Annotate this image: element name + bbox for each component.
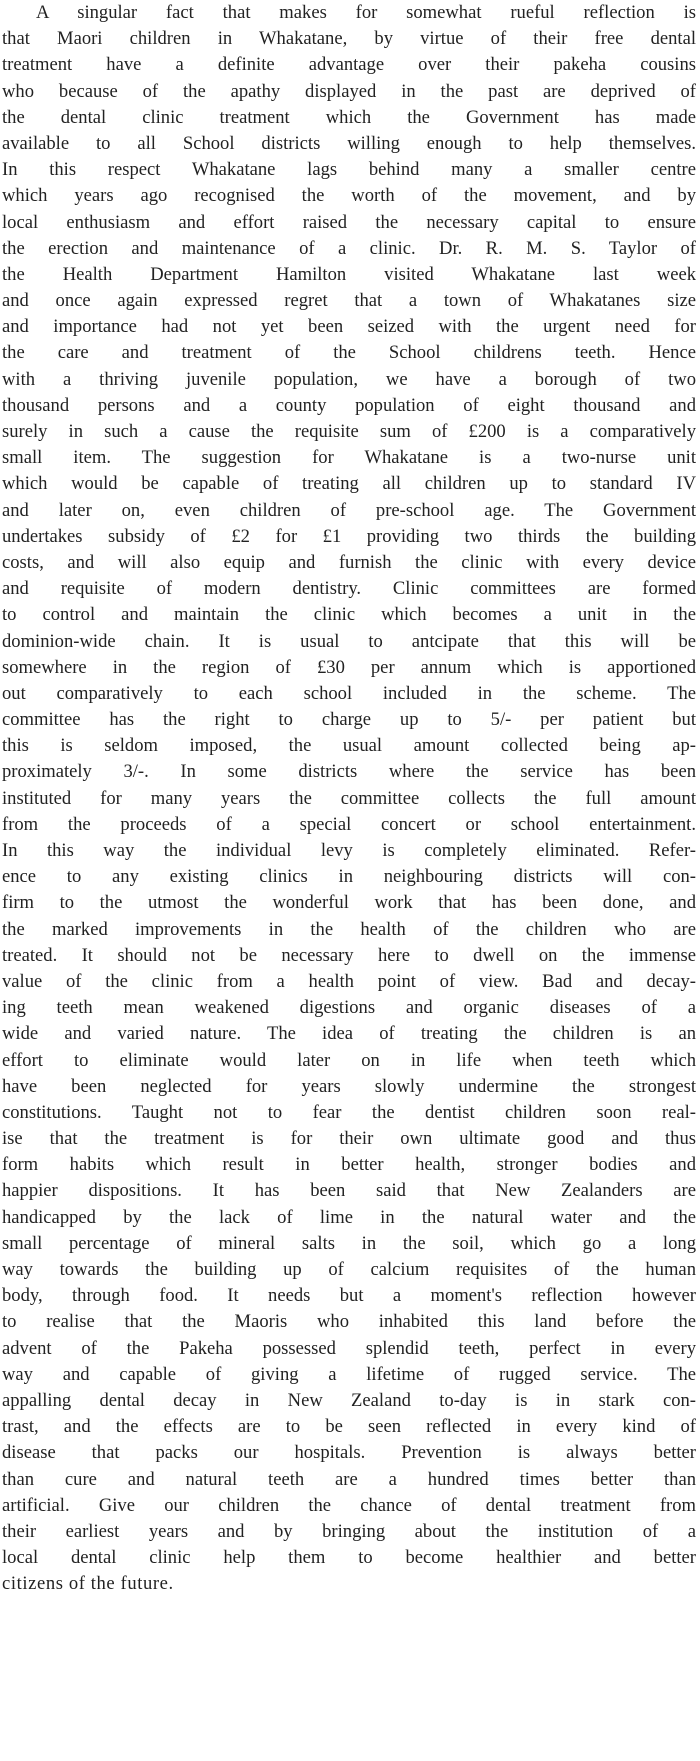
article-line: artificial. Give our children the chance of dental treatment from [2, 1494, 696, 1516]
article-line: and requisite of modern dentistry. Clinic committees are formed [2, 578, 696, 600]
article-line: thousand persons and a county population of eight thousand and [2, 394, 696, 416]
article-line: appalling dental decay in New Zealand to-day is in stark con- [2, 1389, 696, 1411]
article-line: which years ago recognised the worth of the movement, and by [2, 185, 696, 207]
article-line: treated. It should not be necessary here to dwell on the immense [2, 944, 696, 966]
article-line: body, through food. It needs but a moment's reflection however [2, 1285, 696, 1307]
article-line: this is seldom imposed, the usual amount collected being ap- [2, 735, 696, 757]
article-line: and importance had not yet been seized with the urgent need for [2, 316, 696, 338]
article-line: which would be capable of treating all children up to standard IV [2, 473, 696, 495]
article-line: committee has the right to charge up to 5/- per patient but [2, 709, 696, 731]
article-line: the marked improvements in the health of the children who are [2, 918, 696, 940]
article-line: happier dispositions. It has been said that New Zealanders are [2, 1180, 696, 1202]
article-line: firm to the utmost the wonderful work that has been done, and [2, 892, 696, 914]
article-line: have been neglected for years slowly undermine the strongest [2, 1075, 696, 1097]
article-line: their earliest years and by bringing about the institution of a [2, 1520, 696, 1542]
article-line: A singular fact that makes for somewhat rueful reflection is [36, 2, 696, 23]
article-line: somewhere in the region of £30 per annum which is apportioned [2, 656, 696, 678]
article-line: effort to eliminate would later on in life when teeth which [2, 1049, 696, 1071]
article-line: way and capable of giving a lifetime of rugged service. The [2, 1363, 696, 1385]
article-line: handicapped by the lack of lime in the natural water and the [2, 1206, 696, 1228]
article-line: that Maori children in Whakatane, by virtue of their free dental [2, 28, 696, 50]
article-line: from the proceeds of a special concert or school entertainment. [2, 813, 696, 835]
article-line: wide and varied nature. The idea of treating the children is an [2, 1023, 696, 1045]
article-line: In this respect Whakatane lags behind many a smaller centre [2, 159, 696, 181]
article-line: citizens of the future. [2, 1573, 174, 1595]
article-line: available to all School districts willing enough to help themselves. [2, 132, 696, 154]
article-line: proximately 3/-. In some districts where the service has been [2, 761, 696, 783]
article-line: small percentage of mineral salts in the soil, which go a long [2, 1232, 696, 1254]
article-line: ing teeth mean weakened digestions and organic diseases of a [2, 997, 696, 1019]
article-line: surely in such a cause the requisite sum of £200 is a comparatively [2, 421, 696, 442]
article-line: instituted for many years the committee collects the full amount [2, 787, 696, 809]
article-line: out comparatively to each school included in the scheme. The [2, 682, 696, 704]
article-line: trast, and the effects are to be seen reflected in every kind of [2, 1416, 696, 1438]
article-line: ence to any existing clinics in neighbouring districts will con- [2, 866, 696, 888]
article-line: and once again expressed regret that a town of Whakatanes size [2, 290, 696, 312]
article-line: constitutions. Taught not to fear the dentist children soon real- [2, 1101, 696, 1123]
article-line: the erection and maintenance of a clinic. Dr. R. M. S. Taylor of [2, 237, 696, 259]
article-line: costs, and will also equip and furnish the clinic with every device [2, 551, 696, 573]
article-line: ise that the treatment is for their own ultimate good and thus [2, 1128, 696, 1150]
article-line: local enthusiasm and effort raised the necessary capital to ensure [2, 211, 696, 233]
article-line: advent of the Pakeha possessed splendid teeth, perfect in every [2, 1337, 696, 1359]
article-line: the care and treatment of the School childrens teeth. Hence [2, 342, 696, 364]
article-body [2, 0, 696, 1597]
article-line: value of the clinic from a health point of view. Bad and decay- [2, 970, 696, 992]
article-line: way towards the building up of calcium requisites of the human [2, 1259, 696, 1280]
article-line: small item. The suggestion for Whakatane is a two-nurse unit [2, 447, 696, 469]
article-line: the Health Department Hamilton visited Whakatane last week [2, 263, 696, 285]
article-line: In this way the individual levy is completely eliminated. Refer- [2, 840, 696, 861]
article-line: with a thriving juvenile population, we have a borough of two [2, 368, 696, 390]
article-line: undertakes subsidy of £2 for £1 providing two thirds the building [2, 525, 696, 547]
article-line: form habits which result in better health, stronger bodies and [2, 1154, 696, 1176]
article-line: and later on, even children of pre-school age. The Government [2, 499, 696, 521]
article-line: to control and maintain the clinic which becomes a unit in the [2, 604, 696, 626]
article-line: disease that packs our hospitals. Prevention is always better [2, 1442, 696, 1464]
article-line: the dental clinic treatment which the Government has made [2, 106, 696, 128]
article-line: who because of the apathy displayed in the past are deprived of [2, 80, 696, 102]
article-line: to realise that the Maoris who inhabited this land before the [2, 1311, 696, 1333]
article-line: local dental clinic help them to become healthier and better [2, 1547, 696, 1569]
article-line: than cure and natural teeth are a hundred times better than [2, 1468, 696, 1490]
article-line: dominion-wide chain. It is usual to antcipate that this will be [2, 630, 696, 652]
article-line: treatment have a definite advantage over their pakeha cousins [2, 54, 696, 76]
